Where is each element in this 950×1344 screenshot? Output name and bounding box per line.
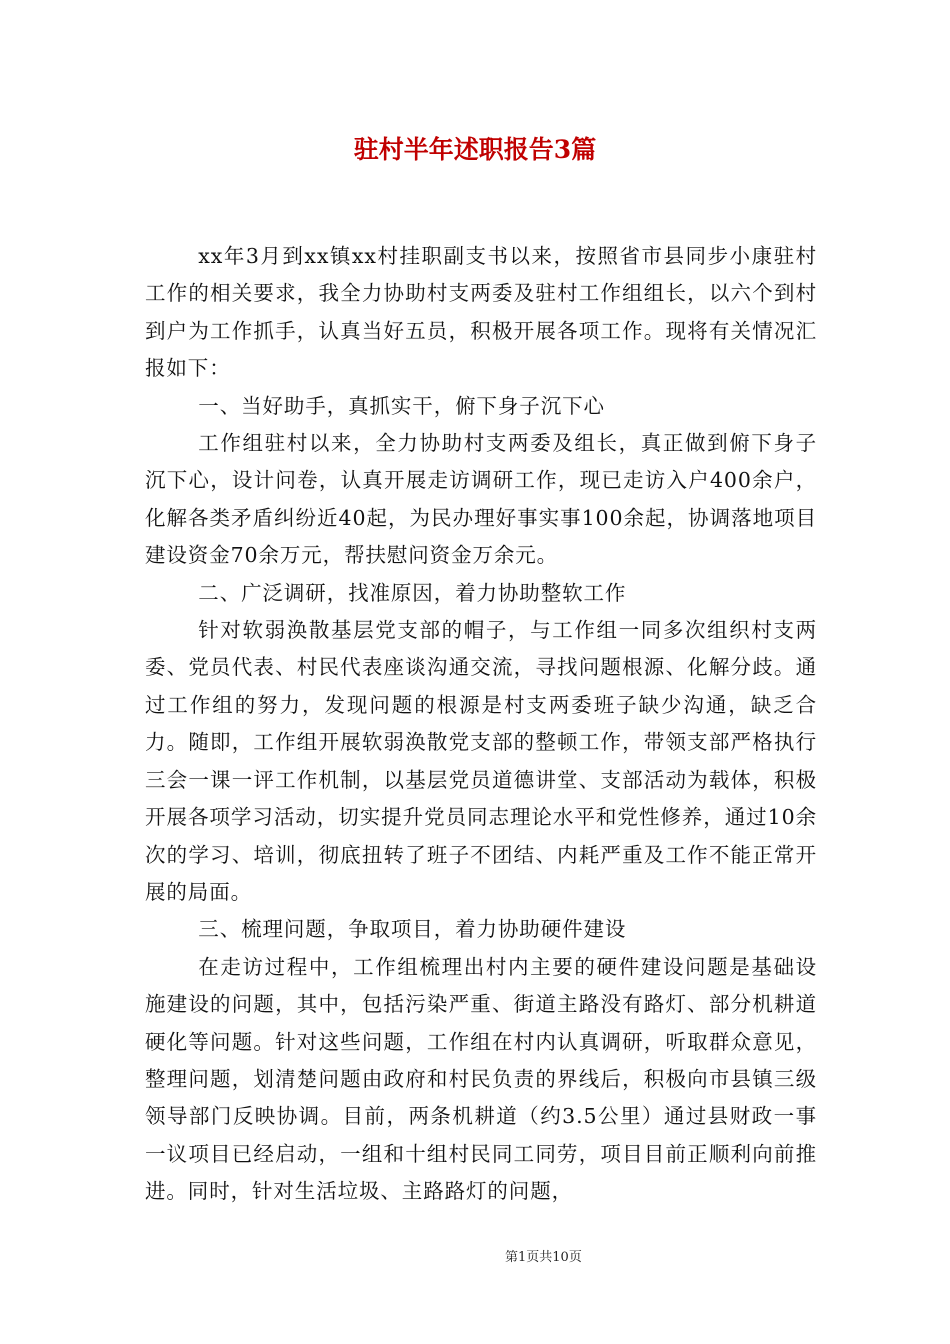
paragraph-section-1: 工作组驻村以来，全力协助村支两委及组长，真正做到俯下身子沉下心，设计问卷，认真开展走访调研工作，现已走访入户400余户，化解各类矛盾纠纷近40起，为民办理好事实事100余起，协调落地项目建设资金70余万元，帮扶慰问资金万余元。 (145, 431, 817, 568)
paragraph-intro: xx年3月到xx镇xx村挂职副支书以来，按照省市县同步小康驻村工作的相关要求，我全力协助村支两委及驻村工作组组长，以六个到村到户为工作抓手，认真当好五员，积极开展各项工作。现将有关情况汇报如下： (145, 244, 817, 381)
paragraph-section-2: 针对软弱涣散基层党支部的帽子，与工作组一同多次组织村支两委、党员代表、村民代表座谈沟通交流，寻找问题根源、化解分歧。通过工作组的努力，发现问题的根源是村支两委班子缺少沟通，缺乏合力。随即，工作组开展软弱涣散党支部的整顿工作，带领支部严格执行三会一课一评工作机制，以基层党员道德讲堂、支部活动为载体，积极开展各项学习活动，切实提升党员同志理论水平和党性修养，通过10余次的学习、培训，彻底扭转了班子不团结、内耗严重及工作不能正常开展的局面。 (145, 618, 817, 904)
page-number-footer: 第1页共10页 (505, 1250, 582, 1265)
section-heading-1: 一、当好助手，真抓实干，俯下身子沉下心 (198, 393, 605, 418)
document-title: 驻村半年述职报告3篇 (353, 135, 597, 164)
section-heading-2: 二、广泛调研，找准原因，着力协助整软工作 (198, 580, 627, 605)
document-body (145, 238, 817, 1211)
section-heading-3: 三、梳理问题，争取项目，着力协助硬件建设 (198, 917, 627, 942)
paragraph-section-3: 在走访过程中，工作组梳理出村内主要的硬件建设问题是基础设施建设的问题，其中，包括污染严重、街道主路没有路灯、部分机耕道硬化等问题。针对这些问题，工作组在村内认真调研，听取群众意见，整理问题，划清楚问题由政府和村民负责的界线后，积极向市县镇三级领导部门反映协调。目前，两条机耕道（约3.5公里）通过县财政一事一议项目已经启动，一组和十组村民同工同劳，项目目前正顺利向前推进。同时，针对生活垃圾、主路路灯的问题， (145, 954, 817, 1204)
